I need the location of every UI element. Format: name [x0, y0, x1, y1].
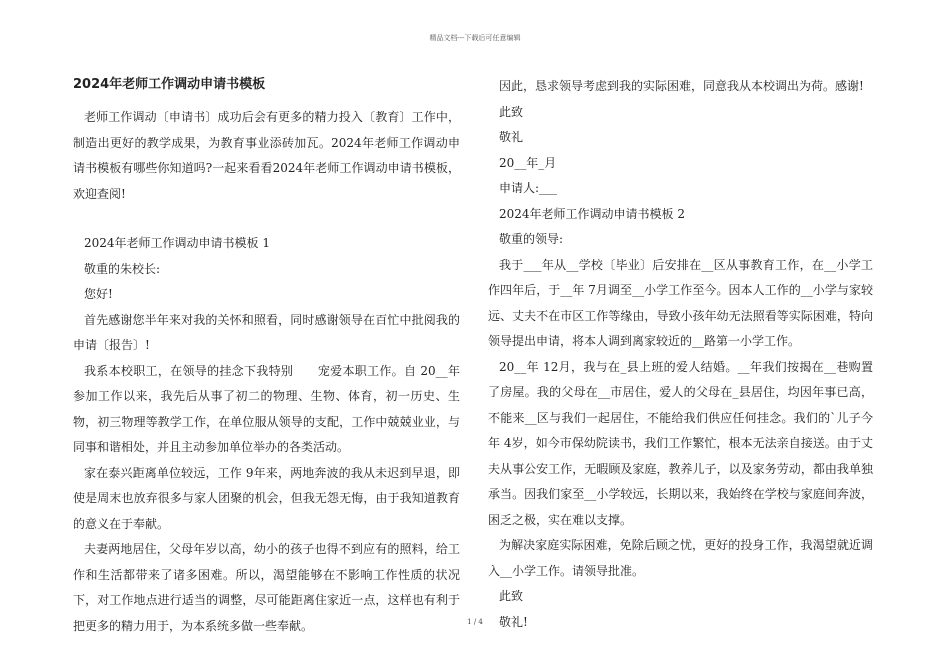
closing-cizhi: 此致 — [499, 589, 524, 603]
template-1-heading: 2024年老师工作调动申请书模板 1 — [84, 236, 270, 250]
body-paragraph: 我于___年从__学校〔毕业〕后安排在__区从事教育工作，在__小学工作四年后，于__年 7月调至__小学工作至今。因本人工作的__小学与家较远、丈夫不在市区工作等缘由，导致小孩年幼无法照看等实际困难，特向领导提出申请，将本人调到离家较近的__路第一小学工作。 — [488, 257, 873, 348]
left-column — [73, 74, 460, 639]
body-paragraph: 我系本校职工，在领导的挂念下我特别 宠爱本职工作。自 20__年参加工作以来，我先后从事了初二的物理、生物、体育，初一历史、生物，初三物理等教学工作，在单位服从领导的支配，工作中兢兢业业，与同事和谐相处，并且主动参加单位举办的各类活动。 — [73, 363, 460, 454]
spacer — [73, 207, 460, 231]
closing-jingli: 敬礼! — [499, 614, 528, 629]
date-line: 20__年_月 — [499, 155, 557, 170]
intro-paragraph: 老师工作调动〔申请书〕成功后会有更多的精力投入〔教育〕工作中，制造出更好的教学成果，为教育事业添砖加瓦。2024年老师工作调动申请书模板有哪些你知道吗?一起来看看2024年老师工作调动申请书模板，欢迎查阅! — [73, 110, 460, 201]
document-title: 2024年老师工作调动申请书模板 — [73, 77, 266, 92]
body-paragraph: 20__年 12月，我与在_县上班的爱人结婚。__年我们按揭在__巷购置了房屋。我的父母在__市居住，爱人的父母在_县居住，均因年事已高，不能来__区与我们一起居住，不能给我们供应任何挂念。我们的`儿子今年 4岁，如今市保幼院读书，我们工作繁忙，根本无法亲自接送。由于丈夫从事公安工作，无暇顾及家庭，教养儿子，以及家务劳动，都由我单独承当。因我们家至__小学较远，长期以来，我始终在学校与家庭间奔波，困乏之极，实在难以支撑。 — [488, 359, 873, 527]
body-paragraph: 首先感谢您半年来对我的关怀和照看，同时感谢领导在百忙中批阅我的申请〔报告〕! — [73, 312, 460, 352]
salutation: 敬重的领导: — [499, 232, 564, 246]
body-paragraph: 夫妻两地居住，父母年岁以高，幼小的孩子也得不到应有的照料，给工作和生活都带来了诸多困难。所以，渴望能够在不影响工作性质的状况下，对工作地点进行适当的调整，尽可能距离住家近一点，这样也有利于把更多的精力用于，为本系统多做一些奉献。 — [73, 542, 460, 633]
body-paragraph: 为解决家庭实际困难，免除后顾之忧，更好的投身工作，我渴望就近调入__小学工作。请领导批准。 — [488, 538, 873, 578]
closing-cizhi: 此致 — [499, 104, 524, 119]
template-2-heading: 2024年老师工作调动申请书模板 2 — [499, 206, 685, 221]
closing-jingli: 敬礼 — [499, 130, 524, 144]
salutation: 敬重的朱校长: — [84, 261, 161, 276]
page-header: 精品文档---下载后可任意编辑 — [429, 34, 521, 42]
body-paragraph: 因此，恳求领导考虑到我的实际困难，同意我从本校调出为荷。感谢! — [499, 79, 864, 93]
page-number: 1 / 4 — [467, 618, 483, 626]
right-column — [488, 74, 873, 635]
applicant-line: 申请人:___ — [499, 181, 558, 195]
body-paragraph: 家在泰兴距离单位较远，工作 9年来，两地奔波的我从未迟到早退，即使是周末也放弃很多与家人团聚的机会，但我无怨无悔，由于我知道教育的意义在于奉献。 — [73, 465, 460, 531]
greeting: 您好! — [84, 287, 113, 301]
